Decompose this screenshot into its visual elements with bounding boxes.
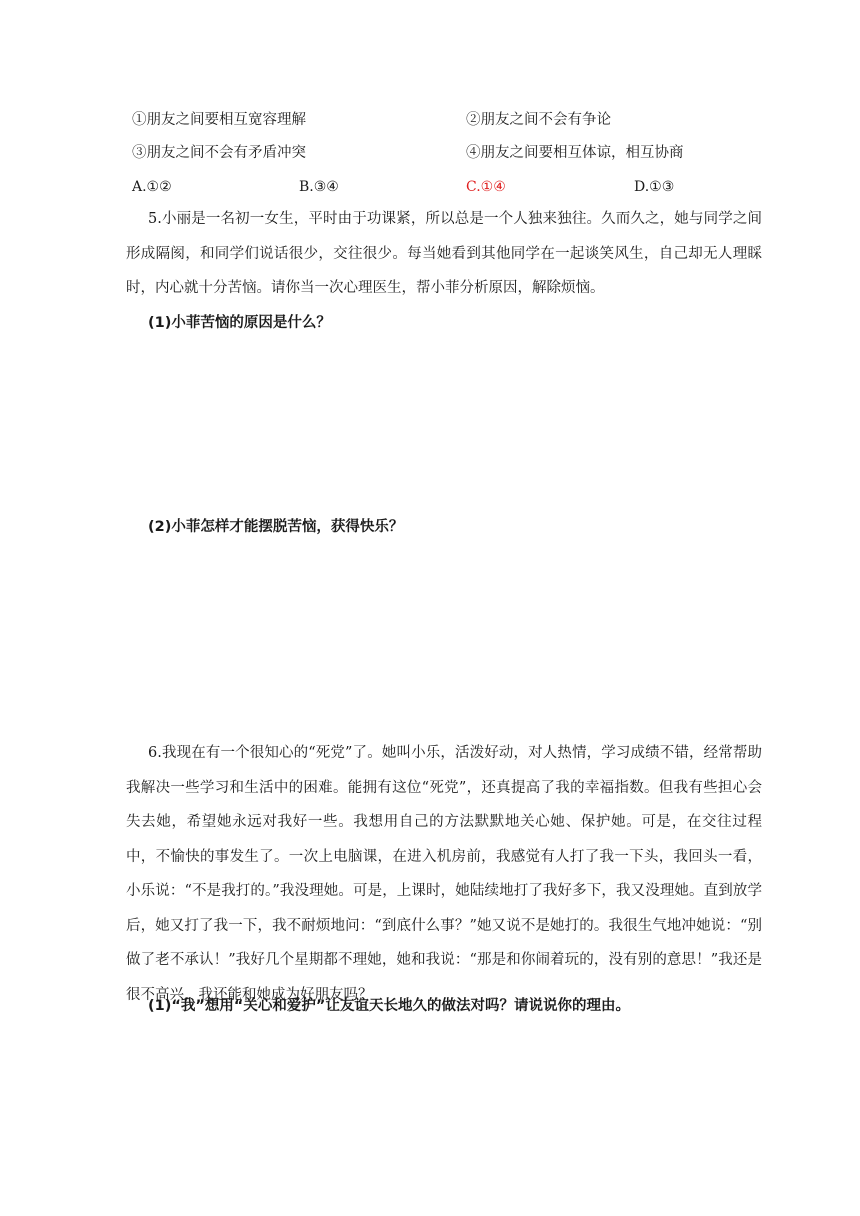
option-a: A.①② xyxy=(132,179,172,195)
option-c-answer: C.①④ xyxy=(466,179,506,195)
question-5-sub-2: (2)小菲怎样才能摆脱苦恼，获得快乐？ xyxy=(148,519,404,535)
question-6-stem: 6.我现在有一个很知心的“死党”了。她叫小乐，活泼好动，对人热情，学习成绩不错，经常帮助我解决一些学习和生活中的困难。能拥有这位“死党”，还真提高了我的幸福指数。但我有些担心会失去她，希望她永远对我好一些。我想用自己的方法默默地关心她、保护她。可是，在交往过程中，不愉快的事发生了。一次上电脑课，在进入机房前，我感觉有人打了我一下头，我回头一看，小乐说：“不是我打的。”我没理她。可是，上课时，她陆续地打了我好多下，我又没理她。直到放学后，她又打了我一下，我不耐烦地问：“到底什么事？”她又说不是她打的。我很生气地冲她说：“别做了老不承认！”我好几个星期都不理她，她和我说：“那是和你闹着玩的，没有别的意思！”我还是很不高兴，我还能和她成为好朋友吗？ xyxy=(126,745,762,1003)
question-6-sub-1: (1)“我”想用“关心和爱护”让友谊天长地久的做法对吗？请说说你的理由。 xyxy=(148,998,630,1014)
question-5-sub-1: (1)小菲苦恼的原因是什么？ xyxy=(148,315,331,331)
statement-2: ②朋友之间不会有争论 xyxy=(466,112,611,128)
statement-4: ④朋友之间要相互体谅，相互协商 xyxy=(466,145,684,161)
statement-3: ③朋友之间不会有矛盾冲突 xyxy=(132,145,306,161)
statement-1: ①朋友之间要相互宽容理解 xyxy=(132,112,306,128)
question-5-stem: 5.小丽是一名初一女生，平时由于功课紧，所以总是一个人独来独往。久而久之，她与同学之间形成隔阂，和同学们说话很少，交往很少。每当她看到其他同学在一起谈笑风生，自己却无人理睬时，内心就十分苦恼。请你当一次心理医生，帮小菲分析原因，解除烦恼。 xyxy=(126,211,762,296)
option-b: B.③④ xyxy=(299,179,339,195)
option-d: D.①③ xyxy=(634,179,675,195)
